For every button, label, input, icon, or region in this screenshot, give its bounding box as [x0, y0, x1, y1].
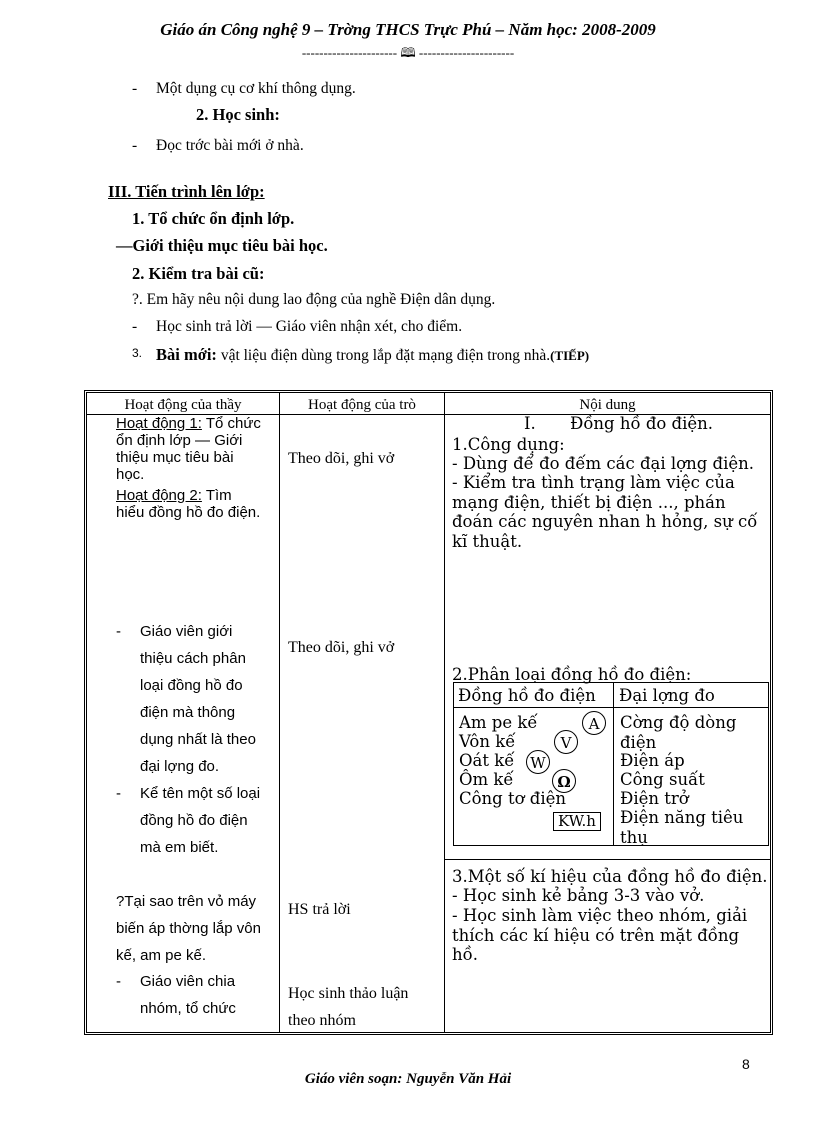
meter-wattmeter: Oát kế [459, 751, 515, 770]
symbols-heading: 3.Một số kí hiệu của đồng hồ đo điện. [452, 867, 768, 886]
voltmeter-symbol: V [554, 730, 578, 754]
activity-1-label: Hoạt động 1: [116, 415, 202, 432]
student-response-1: Theo dõi, ghi vở [288, 450, 395, 467]
meter-ohmmeter: Ôm kế [459, 770, 514, 789]
teacher-item-dash: - [116, 973, 121, 990]
meter-table [453, 682, 769, 846]
ohmmeter-symbol: Ω [552, 769, 576, 793]
book-icon: 🕮 [400, 45, 416, 60]
prep-item-1: Một dụng cụ cơ khí thông dụng. [156, 80, 356, 97]
symbols-line-2: - Học sinh làm việc theo nhóm, giải thích các kí hiệu có trên mặt đồng hồ. [452, 906, 748, 964]
student-response-2: Theo dõi, ghi vở [288, 639, 395, 656]
student-response-3: HS trả lời [288, 901, 351, 918]
header-rule-right: ---------------------- [418, 45, 515, 60]
process-heading: III. Tiến trình lên lớp: [108, 182, 265, 201]
page-footer: Giáo viên soạn: Nguyễn Văn Hải [304, 1071, 512, 1087]
step-3 [156, 345, 589, 365]
header-teacher: Hoạt động của thầy [124, 397, 242, 413]
teacher-activity-1 [116, 415, 264, 483]
meter-ammeter: Am pe kế [459, 713, 538, 732]
teacher-activity-2 [116, 487, 264, 521]
teacher-item-dash: - [116, 623, 121, 640]
content-row-divider [444, 859, 770, 860]
step-3-number: 3. [132, 346, 143, 360]
student-response-4: Học sinh thảo luận theo nhóm [288, 985, 409, 1029]
meter-table-header-divider [454, 707, 768, 708]
meter-voltmeter: Vôn kế [459, 732, 516, 751]
header-content: Nội dung [579, 397, 636, 413]
review-answer: Học sinh trả lời — Giáo viên nhận xét, cho điểm. [156, 318, 463, 335]
teacher-item-dash: - [116, 785, 121, 802]
activity-1-text: Tổ chức ổn định lớp — Giới thiệu mục tiêu bài học. [116, 415, 261, 483]
section-title: Đồng hồ đo điện. [570, 414, 714, 433]
step-2: 2. Kiểm tra bài cũ: [132, 264, 265, 283]
page-number: 8 [742, 1056, 750, 1072]
meter-energy: Công tơ điện [459, 789, 567, 808]
header-student: Hoạt động của trò [308, 397, 416, 413]
teacher-item-2: Kể tên một số loại đồng hồ đo điện mà em biết. [140, 785, 261, 856]
activity-2-label: Hoạt động 2: [116, 487, 202, 504]
section-number: I. [524, 414, 536, 433]
meter-header-quantity: Đại lợng đo [619, 686, 715, 705]
use-line-2: - Kiểm tra tình trạng làm việc của mạng điện, thiết bị điện ..., phán đoán các nguyên nhan h hỏng, sự cố kĩ thuật. [452, 473, 758, 551]
header-rule-left: ---------------------- [301, 45, 398, 60]
teacher-item-1: Giáo viên giới thiệu cách phân loại đồng hồ đo điện mà thông dụng nhất là theo đại lợng đo. [140, 623, 256, 775]
quantity-resistance: Điện trở [620, 789, 689, 808]
step-3-label: Bài mới: [156, 345, 217, 364]
review-dash: - [132, 318, 138, 335]
symbols-line-1: - Học sinh kẻ bảng 3-3 vào vở. [452, 886, 705, 905]
column-divider [279, 393, 280, 1032]
teacher-question: ?Tại sao trên vỏ máy biến áp thờng lắp vôn kế, am pe kế. [116, 893, 261, 964]
quantity-power: Công suất [620, 770, 705, 789]
step-3-text: vật liệu điện dùng trong lắp đặt mạng điện trong nhà. [220, 347, 551, 364]
use-heading: 1.Công dụng: [452, 435, 565, 454]
activity-2-text: Tìm hiểu đồng hồ đo điện. [116, 487, 261, 521]
intro-line: —Giới thiệu mục tiêu bài học. [116, 236, 328, 255]
step-3-tag: (TIẾP) [550, 348, 590, 363]
step-1: 1. Tổ chức ổn định lớp. [132, 209, 295, 228]
quantity-current: Cờng độ dòng điện [620, 713, 737, 752]
ammeter-symbol: A [582, 711, 606, 735]
review-question: ?. Em hãy nêu nội dung lao động của nghề Điện dân dụng. [132, 291, 496, 308]
header-rule [0, 44, 816, 66]
energy-meter-symbol: KW.h [553, 812, 601, 831]
meter-header-type: Đồng hồ đo điện [458, 686, 596, 705]
prep-item-dash-2: - [132, 137, 138, 154]
teacher-item-3: Giáo viên chia nhóm, tổ chức [140, 973, 236, 1017]
quantity-voltage: Điện áp [620, 751, 685, 770]
wattmeter-symbol: W [526, 750, 550, 774]
column-divider [444, 393, 445, 1032]
use-line-1: - Dùng để đo đếm các đại lợng điện. [452, 454, 755, 473]
quantity-energy: Điện năng tiêu thụ [620, 808, 744, 847]
students-heading: 2. Học sinh: [196, 105, 280, 124]
prep-item-2: Đọc trớc bài mới ở nhà. [156, 137, 304, 154]
prep-item-dash: - [132, 80, 138, 97]
classify-heading: 2.Phân loại đồng hồ đo điện: [452, 665, 692, 684]
page-header: Giáo án Công nghệ 9 – Trờng THCS Trực Phú – Năm học: 2008-2009 [160, 20, 656, 39]
